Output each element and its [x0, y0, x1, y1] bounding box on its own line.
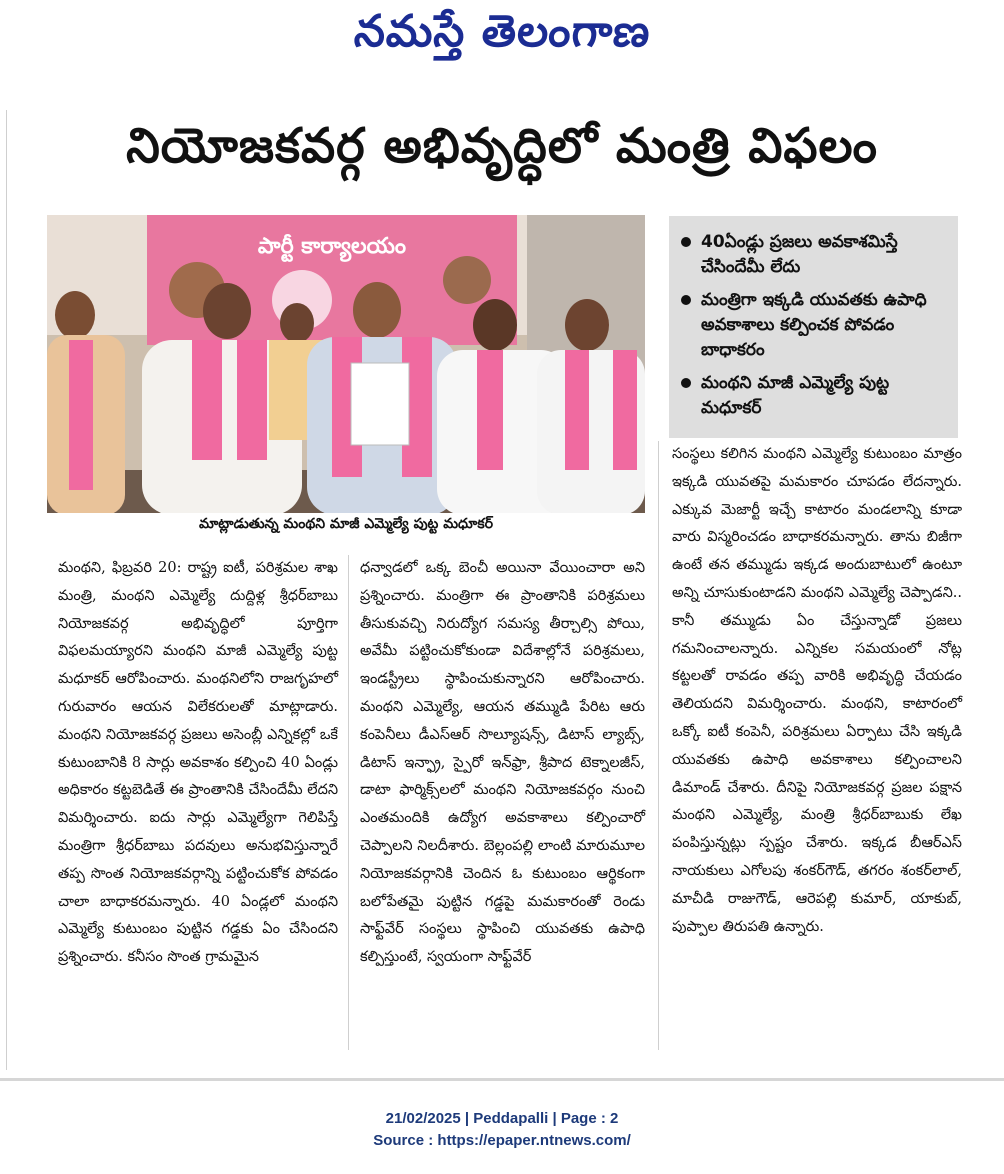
highlight-text: 40ఏండ్లు ప్రజలు అవకాశమిస్తే చేసిందేమీ లేదు	[701, 232, 898, 277]
highlight-item	[679, 371, 954, 421]
highlight-text: మంథని మాజీ ఎమ్మెల్యే పుట్ట మధూకర్	[701, 373, 890, 418]
photo-caption: మాట్లాడుతున్న మంథని మాజీ ఎమ్మెల్యే పుట్ట మధూకర్	[199, 516, 493, 532]
bullet-icon	[681, 295, 691, 305]
page-headline: నియోజకవర్గ అభివృద్ధిలో మంత్రి విఫలం	[126, 118, 878, 174]
newspaper-logo: నమస్తే తెలంగాణ	[352, 6, 653, 57]
article-column-2: ధన్వాడలో ఒక్క బెంచీ అయినా వేయించారా అని ప్రశ్నించారు. మంత్రిగా ఈ ప్రాంతానికి పరిశ్రమలు తీసుకువచ్చి నిరుద్యోగ సమస్య తీర్చాల్సి పోయి, అవేమీ పట్టించుకోకుండా విదేశాల్లోనే పరిశ్రమలు, ఇండస్ట్రీలు స్థాపించుకున్నారని ఆరోపించారు. మంథని ఎమ్మెల్యే, ఆయన తమ్ముడి పేరిట ఆరు కంపెనీలు డీఎస్‌ఆర్ సొల్యూషన్స్, డిటాస్ ల్యాబ్స్, డిటాస్ ఇన్ఫ్రా, స్పైరో ఇన్‌ఫ్రా, శ్రీపాద టెక్నాలజీస్, డాటా ఫార్మిక్స్‌లలో మంథని నియోజకవర్గం నుంచి ఎంతమందికి ఉద్యోగ అవకాశాలు కల్పించారో చెప్పాలని నిలదీశారు. బెల్లంపల్లి లాంటి మారుమూల నియోజకవర్గానికి చెందిన ఓ కుటుంబం ఆర్థికంగా బలోపేతమై పుట్టిన గడ్డపై మమకారంతో రెండు సాఫ్ట్‌వేర్ సంస్థలు స్థాపించి యువతకు ఉపాధి కల్పిస్తుంటే, స్వయంగా సాఫ్ట్‌వేర్	[360, 560, 645, 966]
column-divider	[658, 441, 659, 1050]
page-footer	[0, 1108, 1004, 1152]
banner-text: పార్టీ కార్యాలయం	[257, 234, 407, 259]
press-meet-photo-illustration	[47, 215, 645, 513]
footer-rule	[0, 1078, 1004, 1081]
highlight-item	[679, 230, 954, 280]
news-photo	[47, 215, 645, 513]
highlight-text: మంత్రిగా ఇక్కడి యువతకు ఉపాధి అవకాశాలు కల్పించక పోవడం బాధాకరం	[701, 290, 927, 360]
held-paper	[351, 363, 409, 445]
highlight-item	[679, 288, 954, 363]
source-link[interactable]: Source : https://epaper.ntnews.com/	[373, 1132, 631, 1149]
bullet-icon	[681, 378, 691, 388]
article-column-1: మంథని, ఫిబ్రవరి 20: రాష్ట్ర ఐటీ, పరిశ్రమల శాఖ మంత్రి, మంథని ఎమ్మెల్యే దుద్దిళ్ల శ్రీధర్‌బాబు నియోజకవర్గ అభివృద్ధిలో పూర్తిగా విఫలమయ్యారని మంథని మాజీ ఎమ్మెల్యే పుట్ట మధూకర్ ఆరోపించారు. మంథనిలోని రాజగృహలో గురువారం ఆయన విలేకరులతో మాట్లాడారు. మంథని నియోజకవర్గ ప్రజలు అసెంబ్లీ ఎన్నికల్లో ఒకే కుటుంబానికి 8 సార్లు అవకాశం కల్పించి 40 ఏండ్లు అధికారం కట్టబెడితే ఈ ప్రాంతానికి చేసిందేమీ లేదని విమర్శించారు. ఐదు సార్లు ఎమ్మెల్యేగా గెలిపిస్తే మంత్రిగా శ్రీధర్‌బాబు పదవులు అనుభవిస్తున్నారే తప్ప సొంత నియోజకవర్గాన్ని పట్టించుకోక పోవడం చాలా బాధాకరమన్నారు. 40 ఏండ్లలో మంథని ఎమ్మెల్యే కుటుంబం పుట్టిన గడ్డకు ఏం చేసిందని ప్రశ్నించారు. కనీసం సొంత గ్రామమైన	[58, 560, 338, 966]
bullet-icon	[681, 237, 691, 247]
highlights-box	[669, 216, 958, 438]
left-margin-rule	[6, 110, 7, 1070]
masthead	[0, 0, 1004, 70]
article-column-3: సంస్థలు కలిగిన మంథని ఎమ్మెల్యే కుటుంబం మాత్రం ఇక్కడి యువతపై మమకారం చూపడం లేదన్నారు. ఎక్కువ మెజార్టీ ఇచ్చే కాటారం మండలాన్ని కూడా వారు విస్మరించడం బాధాకరమన్నారు. తాను బిజీగా ఉంటే తన తమ్ముడు ఇక్కడ అందుబాటులో ఉంటూ అన్ని చూసుకుంటాడని మంథని ఎమ్మెల్యే చెప్పాడని.. కానీ తమ్ముడు ఏం చేస్తున్నాడో ప్రజలు గమనించాలన్నారు. ఎన్నికల సమయంలో నోట్ల కట్టలతో రావడం తప్ప వారికి అభివృద్ధి చేయడం తెలియదని విమర్శించారు. మంథని, కాటారంలో ఒక్కో ఐటీ కంపెనీ, పరిశ్రమలు ఏర్పాటు చేసి ఇక్కడి యువతకు ఉపాధి అవకాశాలు కల్పించాలని డిమాండ్ చేశారు. దీనిపై నియోజకవర్గ ప్రజల పక్షాన మంథని ఎమ్మెల్యే, మంత్రి శ్రీధర్‌బాబుకు లేఖ పంపిస్తున్నట్లు స్పష్టం చేశారు. ఇక్కడ బీఆర్‌ఎస్ నాయకులు ఎగోలపు శంకర్‌గౌడ్, తగరం శంకర్‌లాల్, మాచీడి రాజుగౌడ్, ఆరెపల్లి కుమార్, యాకుబ్, పుప్పాల తిరుపతి ఉన్నారు.	[672, 446, 962, 935]
edition-info: 21/02/2025 | Peddapalli | Page : 2	[385, 1110, 619, 1127]
column-divider	[348, 555, 349, 1050]
